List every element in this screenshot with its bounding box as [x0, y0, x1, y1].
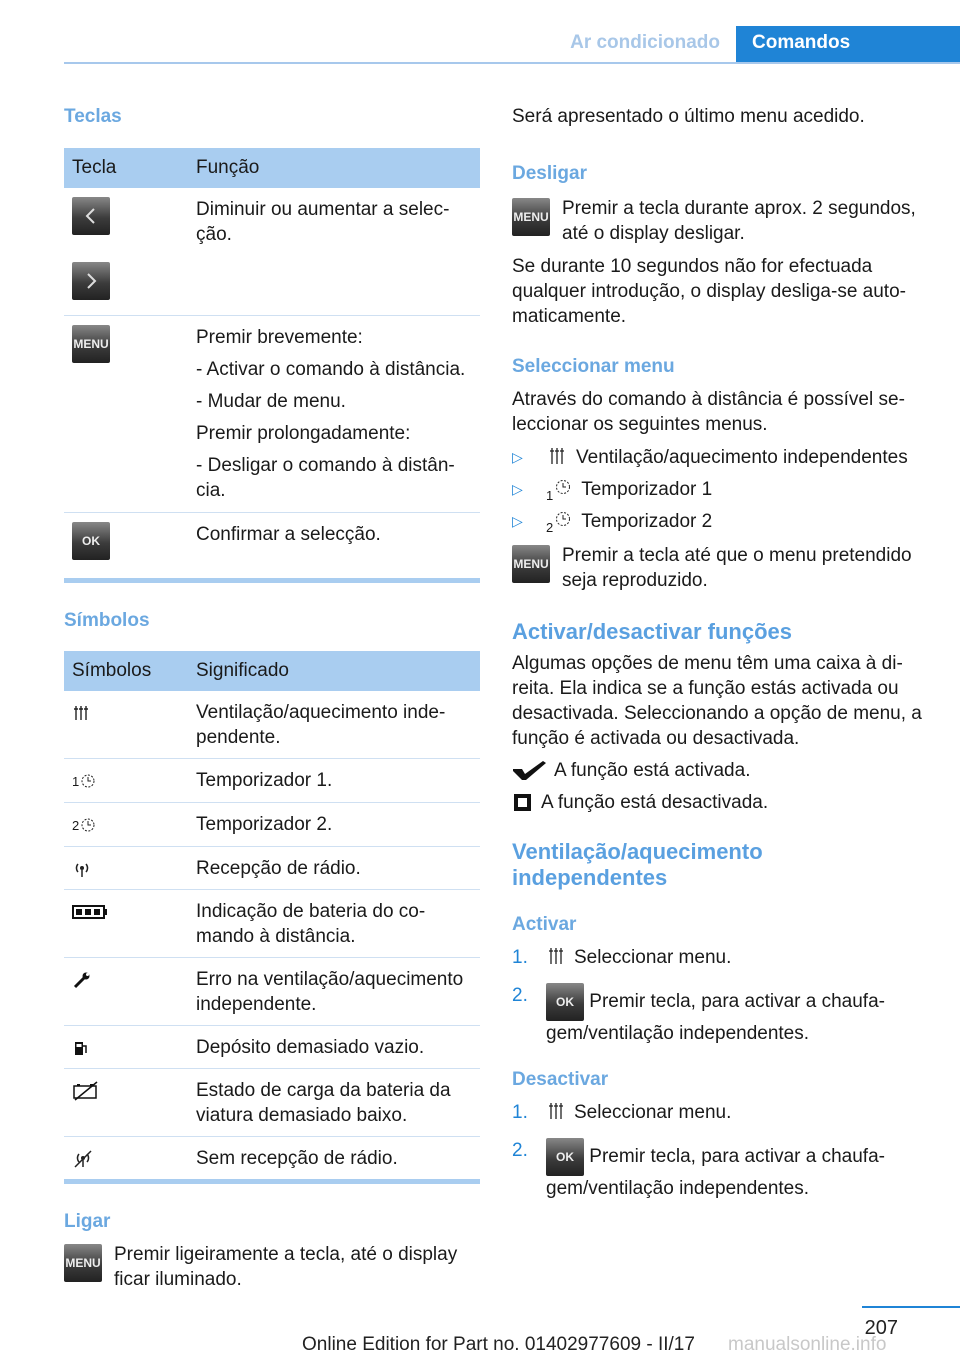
timer-1-icon [553, 477, 573, 499]
fuel-pump-icon [72, 1039, 90, 1057]
cell-text: Premir brevemente: [196, 327, 363, 348]
ativar-heading: Activar/desactivar funções [512, 619, 793, 644]
list-item [512, 945, 932, 977]
cell-text: Confirmar a selecção. [196, 524, 381, 545]
ventilation-icon [546, 445, 570, 467]
menu-press-text: Premir a tecla até que o menu pretendido seja reproduzido. [562, 545, 912, 591]
timer-2-icon [553, 509, 573, 531]
simbolos-heading: Símbolos [64, 610, 150, 631]
timer-number: 1 [72, 774, 80, 789]
cell-text: - Desligar o comando à distância. [196, 455, 455, 501]
list-item [512, 983, 932, 1046]
table-row [64, 1026, 480, 1069]
ligar-instruction [64, 1242, 480, 1292]
watermark: manualsonline.info [728, 1334, 887, 1355]
cell-text: Sem recepção de rádio. [196, 1148, 398, 1169]
menu-key-icon: MENU [512, 198, 550, 236]
menu-key-icon: MENU [512, 545, 550, 583]
page-number: 207 [864, 1317, 898, 1339]
no-radio-reception-icon [72, 1149, 94, 1169]
step-text: Seleccionar menu. [574, 947, 732, 968]
step-text: Premir tecla, para activar a chaufagem/ventilação independentes. [546, 1146, 885, 1199]
step-text: Seleccionar menu. [574, 1102, 732, 1123]
table-row [64, 803, 480, 847]
deactivated-legend [512, 787, 932, 819]
list-item [512, 477, 932, 509]
step-number: 2. [512, 985, 528, 1006]
table-row [64, 1069, 480, 1137]
ventilation-icon [72, 704, 90, 722]
list-item [512, 1138, 932, 1201]
vehicle-battery-low-icon [72, 1081, 100, 1101]
cell-text: Erro na ventilação/aquecimento independente. [188, 958, 480, 1026]
step-number: 1. [512, 947, 528, 968]
table-row [64, 513, 480, 579]
arrow-left-key-icon [72, 197, 110, 235]
chapter-tab: Comandos [736, 26, 960, 62]
desligar-text: Premir a tecla durante aprox. 2 segundos, até o display desligar. [562, 198, 916, 244]
cell-text: Indicação de bateria do comando à distância. [188, 890, 480, 958]
table-row [64, 188, 480, 316]
table-row [64, 958, 480, 1026]
menu-key-icon: MENU [72, 325, 110, 363]
cell-text: Diminuir ou aumentar a selecção. [196, 199, 450, 245]
step-text: Premir tecla, para activar a chaufagem/ventilação independentes. [546, 991, 885, 1044]
edition-text: Online Edition for Part no. 01402977609 - II/17 [302, 1334, 695, 1355]
keys-header-function: Função [188, 148, 480, 188]
menu-list [512, 445, 932, 541]
activar-heading: Activar [512, 914, 577, 935]
keys-header-key: Tecla [64, 148, 188, 188]
vent-heading [512, 839, 932, 891]
ligar-heading: Ligar [64, 1211, 111, 1232]
wrench-icon [72, 971, 92, 989]
vent-heading-line1: Ventilação/aquecimento [512, 839, 763, 864]
cell-text: Estado de carga da bateria da viatura demasiado baixo. [188, 1069, 480, 1137]
list-item [512, 1100, 932, 1132]
page-header [64, 26, 960, 64]
arrow-right-key-icon [72, 262, 110, 300]
triangle-bullet-icon: ▷ [512, 513, 523, 529]
teclas-heading: Teclas [64, 106, 122, 127]
cell-text: - Activar o comando à distância. [196, 359, 466, 380]
left-column [64, 100, 480, 1292]
table-end-bar [64, 578, 480, 583]
triangle-bullet-icon: ▷ [512, 449, 523, 465]
symbols-header-meaning: Significado [188, 651, 480, 691]
section-title: Ar condicionado [570, 32, 720, 53]
table-row [64, 691, 480, 759]
menu-paragraph: Através do comando à distância é possível seleccionar os seguintes menus. [512, 389, 905, 435]
desligar-paragraph: Se durante 10 segundos não for efectuada qualquer introdução, o display desliga-se automaticamente. [512, 256, 906, 327]
timer-2-icon [79, 816, 97, 834]
menu-press-instruction [512, 543, 932, 593]
cell-text: Recepção de rádio. [188, 847, 480, 890]
activated-legend [512, 755, 932, 787]
table-row [64, 759, 480, 803]
vent-heading-line2: independentes [512, 865, 668, 890]
ok-key-icon: OK [546, 983, 584, 1021]
desactivar-heading: Desactivar [512, 1069, 609, 1090]
ventilation-icon [546, 1100, 568, 1122]
ventilation-icon [546, 945, 568, 967]
cell-text: Premir prolongadamente: [196, 423, 411, 444]
table-end-bar [64, 1179, 480, 1184]
table-row [64, 316, 480, 513]
ativar-paragraph: Algumas opções de menu têm uma caixa à direita. Ela indica se a função estás activada ou desactivada. Seleccionando a opção de menu, a função é activada ou desactivada. [512, 653, 922, 749]
keys-table [64, 148, 480, 578]
desligar-instruction [512, 196, 932, 246]
timer-number: 1 [546, 488, 554, 503]
activated-text: A função está activada. [554, 760, 751, 781]
list-item-text: Temporizador 1 [581, 479, 713, 500]
list-item-text: Ventilação/aquecimento independentes [576, 447, 908, 468]
timer-1-icon [79, 772, 97, 790]
checked-box-icon [512, 760, 548, 782]
list-item [512, 445, 932, 477]
cell-text: Ventilação/aquecimento independente. [188, 691, 480, 759]
table-row [64, 890, 480, 958]
right-column [512, 100, 932, 1201]
list-item [512, 509, 932, 541]
ligar-text: Premir ligeiramente a tecla, até o display ficar iluminado. [114, 1244, 458, 1290]
timer-number: 2 [72, 818, 80, 833]
list-item-text: Temporizador 2 [581, 511, 713, 532]
ok-key-icon: OK [72, 522, 110, 560]
menu-key-icon: MENU [64, 1244, 102, 1282]
table-row [64, 1137, 480, 1180]
step-number: 1. [512, 1102, 528, 1123]
timer-number: 2 [546, 520, 554, 535]
step-number: 2. [512, 1140, 528, 1161]
battery-icon [72, 903, 108, 921]
desligar-heading: Desligar [512, 163, 587, 184]
ok-key-icon: OK [546, 1138, 584, 1176]
symbols-header-symbol: Símbolos [64, 651, 188, 691]
radio-reception-icon [72, 860, 92, 878]
footer-rule [862, 1306, 960, 1308]
intro-text: Será apresentado o último menu acedido. [512, 106, 865, 127]
cell-text: - Mudar de menu. [196, 391, 346, 412]
cell-text: Temporizador 1. [188, 759, 480, 803]
cell-text: Depósito demasiado vazio. [188, 1026, 480, 1069]
unchecked-box-icon [512, 792, 534, 814]
triangle-bullet-icon: ▷ [512, 481, 523, 497]
table-row [64, 847, 480, 890]
deactivated-text: A função está desactivada. [541, 792, 769, 813]
menu-heading: Seleccionar menu [512, 356, 675, 377]
cell-text: Temporizador 2. [188, 803, 480, 847]
symbols-table [64, 651, 480, 1179]
